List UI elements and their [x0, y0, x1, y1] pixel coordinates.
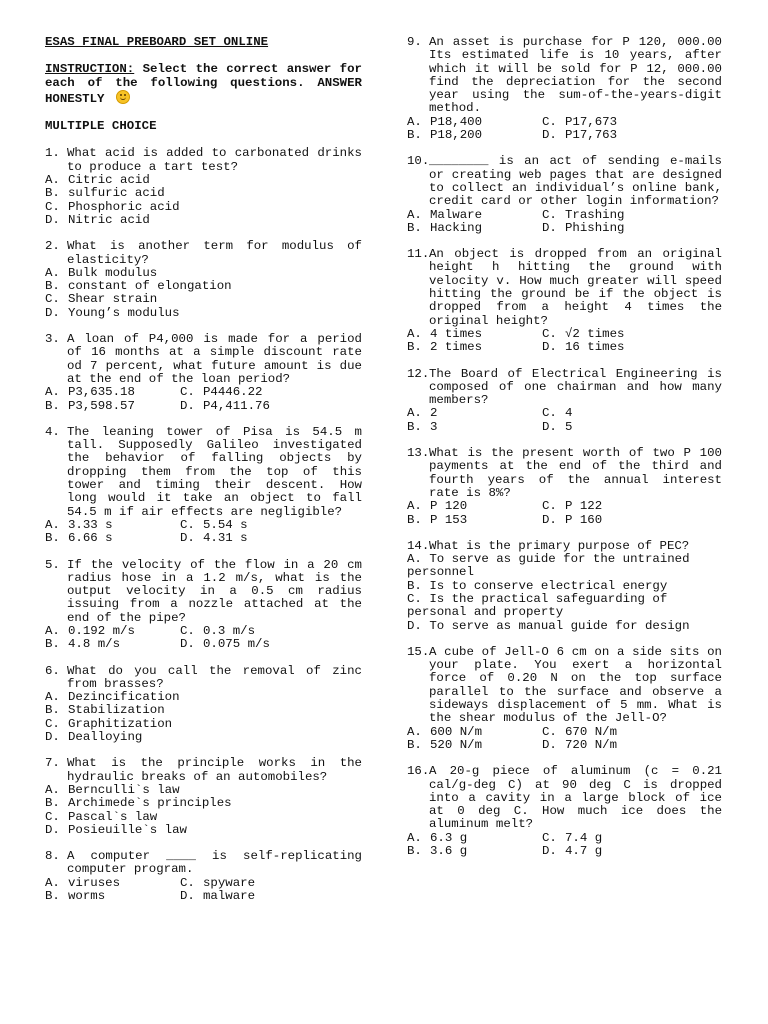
option-letter: C.	[180, 385, 195, 400]
answer-options	[45, 784, 362, 837]
option-text: Is to conserve electrical energy	[429, 578, 668, 593]
option-letter: D.	[407, 618, 422, 633]
option-letter: A.	[407, 552, 422, 567]
option-letter: D.	[180, 531, 195, 546]
answer-option	[180, 532, 362, 545]
option-text: Hacking	[430, 220, 483, 235]
question-number: 6.	[45, 663, 60, 678]
option-letter: D.	[45, 212, 60, 227]
option-letter: C.	[542, 207, 557, 222]
option-letter: C.	[542, 406, 557, 421]
answer-option	[180, 386, 362, 399]
option-letter: C.	[45, 292, 60, 307]
answer-option	[45, 532, 180, 545]
instruction	[45, 63, 362, 106]
answer-option	[407, 553, 722, 580]
answer-option	[45, 718, 362, 731]
answer-option	[45, 638, 180, 651]
option-text: 6.3 g	[430, 830, 468, 845]
option-letter: D.	[180, 637, 195, 652]
option-text: P 120	[430, 499, 468, 514]
option-text: worms	[68, 889, 106, 904]
question	[45, 559, 362, 652]
option-text: P4,411.76	[203, 398, 270, 413]
question-stem	[407, 540, 722, 553]
question	[407, 248, 722, 354]
option-text: P 160	[565, 512, 603, 527]
question-stem	[407, 248, 722, 328]
answer-option	[407, 116, 542, 129]
question-text: An asset is purchase for P 120, 000.00 Its estimated life is 10 years, after which it will be sold for P 12, 000.00 find the depreciation for the second year using the sum-of-the-years-digit method.	[429, 35, 722, 116]
question-stem	[45, 757, 362, 784]
answer-option	[407, 222, 542, 235]
question	[407, 155, 722, 235]
option-letter: B.	[407, 419, 422, 434]
answer-option	[407, 580, 722, 593]
option-text: P 153	[430, 512, 468, 527]
answer-option	[542, 328, 722, 341]
question-number: 16.	[407, 764, 430, 779]
option-text: Trashing	[565, 207, 625, 222]
question-stem	[407, 646, 722, 726]
option-letter: D.	[542, 340, 557, 355]
question-stem	[407, 36, 722, 116]
option-text: To serve as manual guide for design	[429, 618, 690, 633]
option-letter: A.	[407, 406, 422, 421]
answer-option	[407, 129, 542, 142]
option-letter: A.	[407, 724, 422, 739]
option-text: P3,635.18	[68, 385, 135, 400]
option-text: Pascal`s law	[68, 809, 158, 824]
option-letter: C.	[407, 591, 422, 606]
option-letter: D.	[45, 305, 60, 320]
answer-option	[45, 187, 362, 200]
option-letter: B.	[45, 703, 60, 718]
option-text: 2 times	[430, 340, 483, 355]
question-text: What do you call the removal of zinc from brasses?	[67, 663, 362, 691]
option-letter: B.	[45, 398, 60, 413]
answer-option	[45, 519, 180, 532]
answer-option	[407, 421, 542, 434]
answer-option	[45, 784, 362, 797]
option-letter: D.	[542, 844, 557, 859]
question	[407, 447, 722, 527]
question	[45, 665, 362, 745]
option-letter: D.	[542, 128, 557, 143]
answer-option	[542, 116, 722, 129]
question-text: What is the present worth of two P 100 payments at the end of the third and fourth years of the annual interest rate is 8%?	[429, 446, 722, 500]
option-text: 16 times	[565, 340, 625, 355]
option-text: Dealloying	[68, 730, 143, 745]
question-stem	[45, 147, 362, 174]
option-letter: D.	[542, 512, 557, 527]
option-text: Citric acid	[68, 173, 150, 188]
option-letter: B.	[407, 340, 422, 355]
question-number: 8.	[45, 849, 60, 864]
answer-option	[180, 519, 362, 532]
option-text: To serve as guide for the untrained personnel	[407, 552, 690, 580]
answer-options	[407, 407, 722, 434]
option-text: P4446.22	[203, 385, 263, 400]
option-letter: B.	[45, 279, 60, 294]
answer-options	[407, 500, 722, 527]
option-letter: A.	[45, 173, 60, 188]
answer-option	[180, 625, 362, 638]
option-letter: B.	[45, 186, 60, 201]
option-text: 7.4 g	[565, 830, 603, 845]
question-number: 1.	[45, 146, 60, 161]
answer-option	[542, 341, 722, 354]
question-text: ________ is an act of sending e-mails or creating web pages that are designed to collect an individual’s online bank, credit card or other login information?	[429, 154, 722, 209]
answer-options	[45, 691, 362, 744]
question-number: 14.	[407, 538, 430, 553]
question-stem	[45, 240, 362, 267]
option-text: P 122	[565, 499, 603, 514]
option-letter: A.	[407, 207, 422, 222]
question-stem	[407, 155, 722, 208]
option-text: spyware	[203, 875, 256, 890]
option-text: sulfuric acid	[68, 186, 165, 201]
question-text: An object is dropped from an original height h hitting the ground with velocity v. How much greater will speed hitting the ground be if the object is dropped from a height 4 times the original height?	[429, 247, 722, 328]
option-text: 5	[565, 419, 573, 434]
question-number: 2.	[45, 239, 60, 254]
option-text: 3.6 g	[430, 844, 468, 859]
question-text: What is the principle works in the hydraulic breaks of an automobiles?	[67, 756, 362, 784]
option-letter: C.	[45, 716, 60, 731]
question	[407, 36, 722, 142]
option-letter: C.	[542, 724, 557, 739]
option-letter: B.	[407, 512, 422, 527]
question-stem	[45, 665, 362, 692]
question	[45, 426, 362, 546]
option-text: Malware	[430, 207, 483, 222]
option-text: Young’s modulus	[68, 305, 180, 320]
answer-option	[407, 739, 542, 752]
option-text: 600 N/m	[430, 724, 483, 739]
answer-option	[45, 704, 362, 717]
question-text: The Board of Electrical Engineering is composed of one chairman and how many members?	[429, 366, 722, 408]
answer-option	[45, 797, 362, 810]
answer-options	[407, 553, 722, 633]
question-text: A computer ____ is self-replicating computer program.	[67, 849, 362, 877]
option-letter: B.	[407, 844, 422, 859]
answer-option	[407, 514, 542, 527]
answer-option	[407, 726, 542, 739]
option-text: 720 N/m	[565, 737, 618, 752]
question	[45, 333, 362, 413]
option-letter: D.	[45, 730, 60, 745]
smiley-face-icon	[116, 90, 130, 104]
option-text: 520 N/m	[430, 737, 483, 752]
answer-option	[45, 691, 362, 704]
option-text: 4	[565, 406, 573, 421]
option-text: 0.3 m/s	[203, 623, 256, 638]
question-stem	[45, 559, 362, 625]
answer-option	[407, 620, 722, 633]
option-text: Bulk modulus	[68, 265, 158, 280]
option-letter: D.	[45, 822, 60, 837]
option-text: Phishing	[565, 220, 625, 235]
option-text: 4.7 g	[565, 844, 603, 859]
option-text: 0.192 m/s	[68, 623, 135, 638]
option-letter: A.	[407, 326, 422, 341]
question-number: 11.	[407, 247, 430, 262]
question-number: 10.	[407, 154, 430, 169]
option-text: 3.33 s	[68, 517, 113, 532]
question-text: The leaning tower of Pisa is 54.5 m tall. Supposedly Galileo investigated the behavior of falling objects by dropping them from the top of this tower and timing their descent. How long would it take an object to fall 54.5 m if air effects are negligible?	[67, 424, 362, 519]
option-letter: A.	[45, 690, 60, 705]
option-text: 4 times	[430, 326, 483, 341]
option-text: Shear strain	[68, 292, 158, 307]
instruction-label: INSTRUCTION:	[45, 62, 135, 77]
question	[45, 240, 362, 320]
question	[407, 540, 722, 633]
option-text: viruses	[68, 875, 121, 890]
answer-option	[45, 307, 362, 320]
instruction-text: Select the correct answer for each of the following questions. ANSWER HONESTLY	[45, 62, 362, 106]
answer-options	[407, 726, 722, 753]
answer-option	[45, 731, 362, 744]
option-letter: D.	[542, 737, 557, 752]
option-letter: B.	[407, 737, 422, 752]
question-number: 13.	[407, 446, 430, 461]
answer-option	[542, 739, 722, 752]
answer-option	[407, 407, 542, 420]
answer-option	[45, 280, 362, 293]
option-letter: A.	[407, 114, 422, 129]
option-text: Stabilization	[68, 703, 165, 718]
answer-option	[45, 214, 362, 227]
option-text: 4.31 s	[203, 531, 248, 546]
option-text: 5.54 s	[203, 517, 248, 532]
option-letter: B.	[407, 128, 422, 143]
option-letter: D.	[542, 220, 557, 235]
option-letter: B.	[45, 796, 60, 811]
question-stem	[45, 850, 362, 877]
answer-option	[542, 222, 722, 235]
answer-option	[180, 400, 362, 413]
answer-option	[180, 877, 362, 890]
answer-option	[542, 407, 722, 420]
question-text: If the velocity of the flow in a 20 cm radius hose in a 1.2 m/s, what is the output velocity in a 0.5 cm radius issuing from a nozzle attached at the end of the pipe?	[67, 557, 362, 625]
option-text: 6.66 s	[68, 531, 113, 546]
question-stem	[407, 447, 722, 500]
question-list-left	[45, 147, 362, 903]
question	[407, 765, 722, 858]
option-letter: A.	[45, 623, 60, 638]
option-letter: A.	[45, 875, 60, 890]
question	[407, 646, 722, 752]
answer-option	[45, 174, 362, 187]
option-text: 0.075 m/s	[203, 637, 270, 652]
question	[407, 368, 722, 434]
answer-option	[45, 386, 180, 399]
option-letter: C.	[45, 809, 60, 824]
answer-option	[180, 890, 362, 903]
answer-options	[407, 209, 722, 236]
answer-option	[407, 845, 542, 858]
answer-option	[45, 625, 180, 638]
answer-option	[45, 890, 180, 903]
answer-option	[45, 201, 362, 214]
option-letter: A.	[45, 385, 60, 400]
option-letter: C.	[542, 830, 557, 845]
question-text: What is the primary purpose of PEC?	[429, 538, 690, 553]
question-number: 12.	[407, 366, 430, 381]
question-text: A cube of Jell-O 6 cm on a side sits on your plate. You exert a horizontal force of 0.20 N on the top surface parallel to the surface and observe a sideways displacement of 5 mm. What is the shear modulus of the Jell-O?	[429, 644, 722, 726]
right-column	[407, 36, 722, 871]
option-letter: C.	[542, 114, 557, 129]
option-text: √2 times	[565, 326, 625, 341]
answer-option	[542, 726, 722, 739]
option-text: P3,598.57	[68, 398, 135, 413]
option-text: Graphitization	[68, 716, 173, 731]
answer-option	[407, 328, 542, 341]
option-text: Dezincification	[68, 690, 180, 705]
option-letter: A.	[407, 830, 422, 845]
option-text: 4.8 m/s	[68, 637, 121, 652]
option-letter: D.	[180, 889, 195, 904]
answer-option	[542, 832, 722, 845]
question-number: 5.	[45, 557, 60, 572]
left-column	[45, 36, 362, 916]
answer-option	[407, 593, 722, 620]
question-stem	[407, 368, 722, 408]
option-text: Is the practical safeguarding of personal and property	[407, 591, 668, 620]
question-text: A loan of P4,000 is made for a period of 16 months at a simple discount rate od 7 percent, what future amount is due at the end of the loan period?	[67, 332, 362, 386]
answer-option	[180, 638, 362, 651]
question-number: 9.	[407, 35, 422, 49]
question	[45, 757, 362, 837]
question-stem	[45, 426, 362, 519]
answer-options	[45, 519, 362, 546]
option-text: Posieuille`s law	[68, 822, 187, 837]
question-text: What is another term for modulus of elasticity?	[67, 239, 362, 267]
answer-option	[407, 500, 542, 513]
answer-option	[542, 129, 722, 142]
option-text: 2	[430, 406, 438, 421]
answer-option	[407, 209, 542, 222]
answer-options	[45, 174, 362, 227]
option-letter: C.	[180, 517, 195, 532]
option-letter: C.	[180, 623, 195, 638]
option-letter: B.	[45, 637, 60, 652]
answer-options	[407, 328, 722, 355]
answer-option	[542, 421, 722, 434]
answer-option	[542, 500, 722, 513]
question	[45, 850, 362, 903]
option-letter: B.	[407, 578, 422, 593]
option-letter: C.	[542, 326, 557, 341]
option-letter: B.	[45, 531, 60, 546]
question-list-right	[407, 36, 722, 858]
option-text: P17,763	[565, 128, 618, 143]
question-number: 7.	[45, 756, 60, 771]
answer-options	[45, 877, 362, 904]
document-title: ESAS FINAL PREBOARD SET ONLINE	[45, 35, 269, 49]
answer-option	[542, 209, 722, 222]
answer-option	[45, 877, 180, 890]
option-text: constant of elongation	[68, 279, 232, 294]
option-text: Archimede`s principles	[68, 796, 232, 811]
question-text: What acid is added to carbonated drinks to produce a tart test?	[67, 146, 362, 174]
answer-option	[407, 341, 542, 354]
answer-option	[45, 400, 180, 413]
option-text: Bernculli`s law	[68, 782, 180, 797]
option-letter: D.	[180, 398, 195, 413]
option-text: Nitric acid	[68, 212, 150, 227]
option-text: P18,400	[430, 114, 483, 129]
question-stem	[407, 765, 722, 831]
option-text: 3	[430, 419, 438, 434]
answer-options	[45, 267, 362, 320]
answer-option	[542, 514, 722, 527]
question-number: 4.	[45, 424, 60, 439]
option-letter: B.	[45, 889, 60, 904]
option-text: P17,673	[565, 114, 618, 129]
option-letter: A.	[45, 782, 60, 797]
option-letter: A.	[407, 499, 422, 514]
question-number: 3.	[45, 332, 60, 347]
option-letter: A.	[45, 517, 60, 532]
option-text: 670 N/m	[565, 724, 618, 739]
option-letter: C.	[45, 199, 60, 214]
section-title: MULTIPLE CHOICE	[45, 119, 157, 134]
option-text: malware	[203, 889, 256, 904]
option-letter: C.	[180, 875, 195, 890]
answer-options	[407, 116, 722, 143]
option-letter: D.	[542, 419, 557, 434]
option-text: Phosphoric acid	[68, 199, 180, 214]
option-text: P18,200	[430, 128, 483, 143]
answer-option	[542, 845, 722, 858]
question-number: 15.	[407, 644, 430, 659]
answer-options	[45, 625, 362, 652]
answer-options	[407, 832, 722, 859]
answer-option	[45, 824, 362, 837]
question-text: A 20-g piece of aluminum (c = 0.21 cal/g-deg C) at 90 deg C is dropped into a cavity in a large block of ice at 0 deg C. How much ice does the aluminum melt?	[429, 764, 722, 832]
option-letter: A.	[45, 265, 60, 280]
answer-option	[407, 832, 542, 845]
answer-option	[45, 293, 362, 306]
question	[45, 147, 362, 227]
answer-options	[45, 386, 362, 413]
option-letter: B.	[407, 220, 422, 235]
question-stem	[45, 333, 362, 386]
answer-option	[45, 267, 362, 280]
option-letter: C.	[542, 499, 557, 514]
answer-option	[45, 811, 362, 824]
